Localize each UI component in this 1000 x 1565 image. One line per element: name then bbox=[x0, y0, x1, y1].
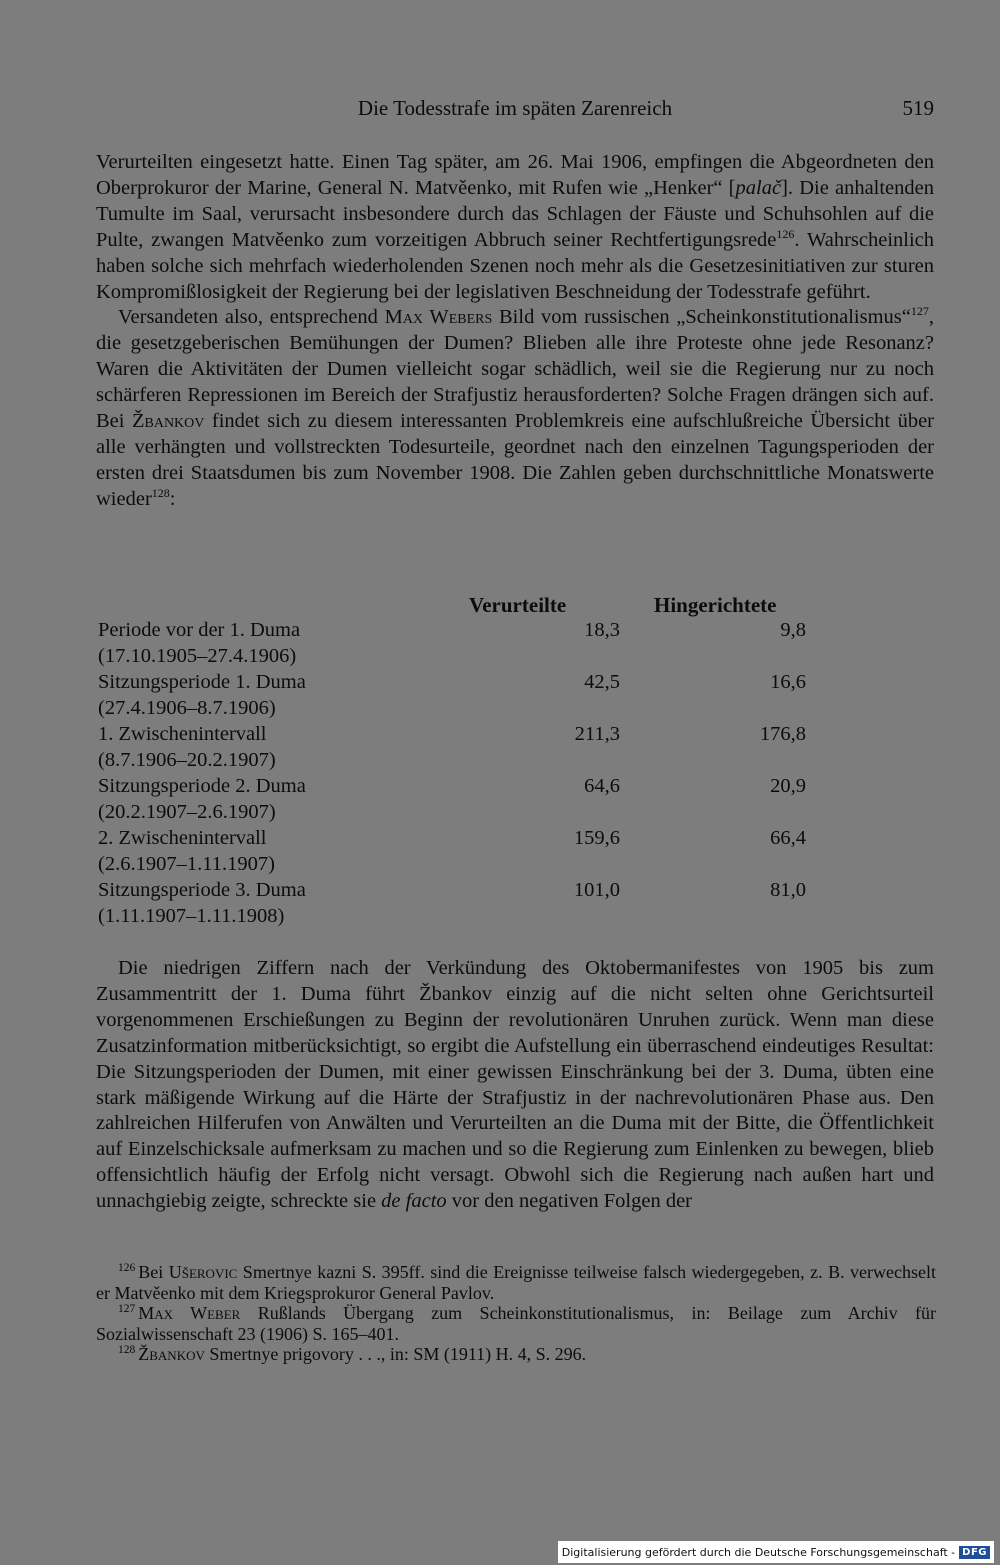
value-verurteilte: 42,5 bbox=[584, 671, 620, 693]
table-row bbox=[96, 877, 934, 929]
page-number: 519 bbox=[902, 96, 934, 120]
table-header bbox=[96, 590, 934, 617]
death-sentence-table bbox=[96, 590, 934, 929]
footnote-126: $^{126}$ Bei Ušerovic Smertnye kazni S. 395ff. sind die Ereignisse teilweise falsch wiedergegeben, z. B. verwechselt er Matvěenko mit dem Kriegsprokuror General Pavlov. bbox=[96, 1262, 937, 1303]
row-label: 1. Zwischenintervall bbox=[98, 723, 267, 745]
table-row bbox=[96, 825, 934, 877]
paragraph-2: Versandeten also, entsprechend Max Webers Bild vom russischen „Scheinkonstitutionalismus“$^{127}$, die gesetzgeberischen Bemühungen der Dumen? Blieben alle ihre Proteste ohne jede Resonanz? Waren die Aktivitäten der Dumen vielleicht sogar schädlich, weil sie die Regierung nur zu noch schärferen Repressionen im Bereich der Strafjustiz herausforderten? Solche Fragen drängen sich auf. Bei Žbankov findet sich zu diesem interessanten Problemkreis eine aufschlußreiche Übersicht über alle verhängten und vollstreckten Todesurteile, geordnet nach den einzelnen Tagungsperioden der ersten drei Staatsdumen bis zum November 1908. Die Zahlen geben durchschnittliche Monatswerte wieder$^{128}$: bbox=[96, 304, 934, 510]
row-dates: (1.11.1907–1.11.1908) bbox=[98, 905, 285, 927]
footnote-127: $^{127}$ Max Weber Rußlands Übergang zum Scheinkonstitutionalismus, in: Beilage zum Archiv für Sozialwissenschaft 23 (1906) S. 165–401. bbox=[96, 1303, 936, 1344]
value-verurteilte: 64,6 bbox=[584, 775, 620, 797]
footer-text: Digitalisierung gefördert durch die Deutsche Forschungsgemeinschaft - bbox=[561, 1545, 956, 1559]
table-row bbox=[96, 721, 934, 773]
row-dates: (17.10.1905–27.4.1906) bbox=[98, 645, 297, 667]
row-label: Sitzungsperiode 2. Duma bbox=[98, 775, 306, 797]
value-hingerichtete: 16,6 bbox=[770, 671, 806, 693]
value-hingerichtete: 9,8 bbox=[780, 619, 806, 641]
row-dates: (20.2.1907–2.6.1907) bbox=[98, 801, 276, 823]
value-hingerichtete: 66,4 bbox=[770, 827, 806, 849]
table-row bbox=[96, 773, 934, 825]
col-verurteilte-header: Verurteilte bbox=[469, 593, 567, 617]
paragraph-3: Die niedrigen Ziffern nach der Verkündung des Oktobermanifestes von 1905 bis zum Zusammentritt der 1. Duma führt Žbankov einzig auf die nicht selten ohne Gerichtsurteil vorgenommenen Erschießungen zu Beginn der revolutionären Unruhen zurück. Wenn man diese Zusatzinformation mitberücksichtigt, so ergibt die Aufstellung ein überraschend eindeutiges Resultat: Die Sitzungsperioden der Dumen, mit einer gewissen Einschränkung bei der 3. Duma, übten eine stark mäßigende Wirkung auf die Härte der Strafjustiz in der nachrevolutionären Phase aus. Den zahlreichen Hilferufen von Anwälten und Verurteilten an die Duma mit der Bitte, die Öffentlichkeit auf Einzelschicksale aufmerksam zu machen und so die Regierung zum Einlenken zu bewegen, blieb offensichtlich häufig der Erfolg nicht versagt. Obwohl sich die Regierung nach außen hart und unnachgiebig zeigte, schreckte sie de facto vor den negativen Folgen der bbox=[96, 957, 934, 1213]
running-head-title: Die Todesstrafe im späten Zarenreich bbox=[357, 96, 673, 120]
footnote-128: $^{128}$ Žbankov Smertnye prigovory . . ., in: SM (1911) H. 4, S. 296. bbox=[118, 1344, 587, 1364]
row-label: Periode vor der 1. Duma bbox=[98, 619, 301, 641]
value-verurteilte: 159,6 bbox=[573, 827, 620, 849]
value-verurteilte: 211,3 bbox=[574, 723, 620, 745]
value-hingerichtete: 81,0 bbox=[770, 879, 806, 901]
dfg-logo-icon: DFG bbox=[959, 1546, 990, 1559]
row-dates: (8.7.1906–20.2.1907) bbox=[98, 749, 276, 771]
value-verurteilte: 18,3 bbox=[584, 619, 620, 641]
footnotes bbox=[96, 1262, 936, 1365]
row-label: 2. Zwischenintervall bbox=[98, 827, 267, 849]
row-label: Sitzungsperiode 3. Duma bbox=[98, 879, 306, 901]
dfg-footer bbox=[558, 1541, 994, 1563]
row-label: Sitzungsperiode 1. Duma bbox=[98, 671, 306, 693]
table-row bbox=[96, 669, 934, 721]
paragraph-1: Verurteilten eingesetzt hatte. Einen Tag später, am 26. Mai 1906, empfingen die Abgeordneten den Oberprokuror der Marine, General N. Matvěenko, mit Rufen wie „Henker“ [palač]. Die anhaltenden Tumulte im Saal, verursacht insbesondere durch das Schlagen der Fäuste und Schuhsohlen auf die Pulte, zwangen Matvěenko zum vorzeitigen Abbruch seiner Rechtfertigungsrede$^{126}$. Wahrscheinlich haben solche sich mehrfach wiederholenden Szenen noch mehr als die Gesetzesinitiativen zur sturen Kompromißlosigkeit der Regierung bei der legislativen Beschneidung der Todesstrafe geführt. Versandeten also, entsprechend Max Webers Bild vom russischen „Scheinkonstitutionalismus“$^{127}$, die gesetzgeberischen Bemühungen der Dumen? Blieben alle ihre Proteste ohne jede Resonanz? Waren die Aktivitäten der Dumen vielleicht sogar schädlich, weil sie die Regierung nur zu noch schärferen Repressionen im Bereich der Strafjustiz herausforderten? Solche Fragen drängen sich auf. Bei Žbankov findet sich zu diesem interessanten Problemkreis eine aufschlußreiche Übersicht über alle verhängten und vollstreckten Todesurteile, geordnet nach den einzelnen Tagungsperioden der ersten drei Staatsdumen bis zum November 1908. Die Zahlen geben durchschnittliche Monatswerte wieder$^{128}$: bbox=[96, 150, 934, 513]
running-head bbox=[96, 92, 934, 124]
value-hingerichtete: 20,9 bbox=[770, 775, 806, 797]
row-dates: (2.6.1907–1.11.1907) bbox=[98, 853, 275, 875]
value-hingerichtete: 176,8 bbox=[759, 723, 806, 745]
table-row bbox=[96, 617, 934, 669]
value-verurteilte: 101,0 bbox=[573, 879, 620, 901]
col-hingerichtete-header: Hingerichtete bbox=[654, 593, 777, 617]
row-dates: (27.4.1906–8.7.1906) bbox=[98, 697, 276, 719]
